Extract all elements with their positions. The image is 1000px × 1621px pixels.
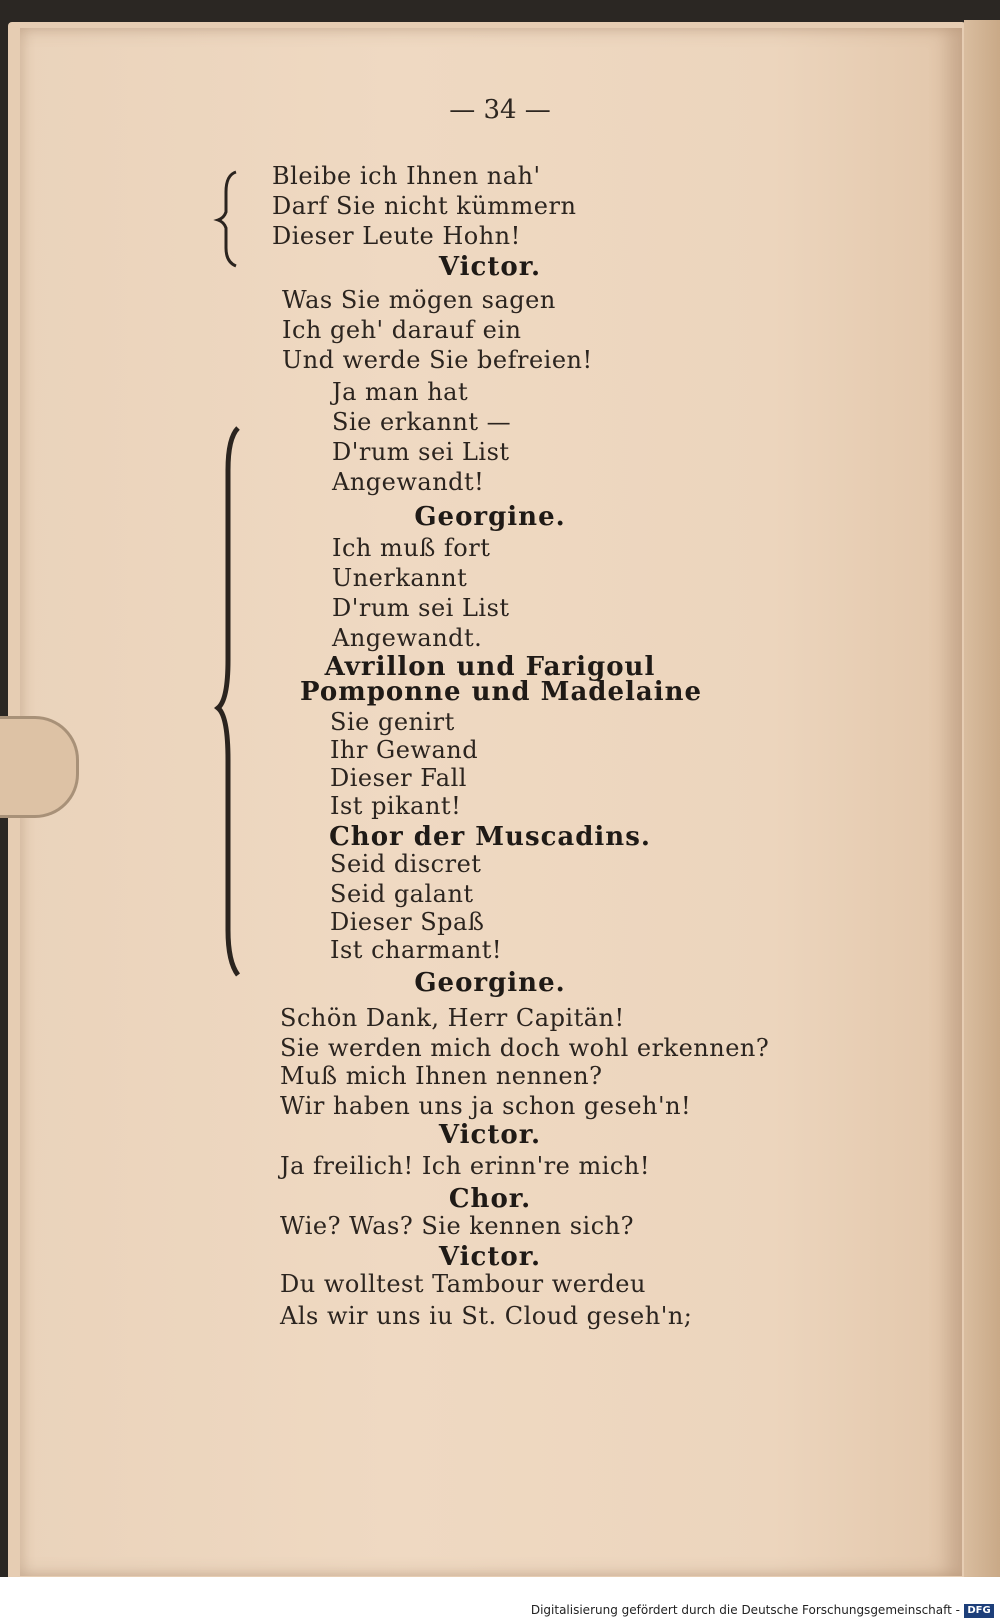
verse-line: Ist pikant! <box>330 792 462 820</box>
page-number: — 34 — <box>449 95 551 125</box>
verse-line: Was Sie mögen sagen <box>282 286 556 314</box>
speaker-heading: Victor. <box>438 1120 542 1150</box>
verse-line: Wie? Was? Sie kennen sich? <box>280 1212 634 1240</box>
speaker-heading: Georgine. <box>414 502 566 532</box>
verse-line: Ich geh' darauf ein <box>282 316 522 344</box>
verse-line: Darf Sie nicht kümmern <box>272 192 577 220</box>
speaker-heading: Chor der Muscadins. <box>329 822 651 852</box>
speaker-heading: Victor. <box>438 252 542 282</box>
verse-line: Sie werden mich doch wohl erkennen? <box>280 1034 770 1062</box>
verse-line: Wir haben uns ja schon geseh'n! <box>280 1092 692 1120</box>
small-brace <box>218 172 236 266</box>
verse-line: Ihr Gewand <box>330 736 479 764</box>
speaker-heading: Chor. <box>448 1184 532 1214</box>
verse-line: Seid discret <box>330 850 482 878</box>
verse-line: Dieser Spaß <box>330 908 485 936</box>
verse-line: Ja man hat <box>332 378 469 406</box>
verse-line: Muß mich Ihnen nennen? <box>280 1062 603 1090</box>
verse-line: Dieser Fall <box>330 764 467 792</box>
speaker-heading: Victor. <box>438 1242 542 1272</box>
verse-line: Ist charmant! <box>330 936 503 964</box>
speaker-heading: Avrillon und Farigoul <box>324 652 656 682</box>
verse-line: Sie genirt <box>330 708 455 736</box>
speaker-heading: Georgine. <box>414 968 566 998</box>
dfg-logo: DFG <box>964 1604 994 1618</box>
verse-line: Sie erkannt — <box>332 408 512 436</box>
verse-line: Als wir uns iu St. Cloud geseh'n; <box>280 1302 693 1330</box>
verse-line: Angewandt! <box>332 468 485 496</box>
footer-bar <box>0 1577 1000 1621</box>
verse-line: Ja freilich! Ich erinn're mich! <box>280 1152 650 1180</box>
verse-line: Und werde Sie befreien! <box>282 346 593 374</box>
large-brace <box>218 428 238 975</box>
verse-line: Seid galant <box>330 880 474 908</box>
verse-line: Ich muß fort <box>332 534 491 562</box>
verse-line: Angewandt. <box>332 624 483 652</box>
speaker-heading: Pomponne und Madelaine <box>300 677 703 707</box>
verse-line: Bleibe ich Ihnen nah' <box>272 162 541 190</box>
verse-line: Unerkannt <box>332 564 468 592</box>
footer-credit: Digitalisierung gefördert durch die Deutsche Forschungsgemeinschaft - <box>530 1603 960 1617</box>
verse-line: D'rum sei List <box>332 594 510 622</box>
verse-line: Du wolltest Tambour werdeu <box>280 1270 646 1298</box>
verse-line: D'rum sei List <box>332 438 510 466</box>
verse-line: Schön Dank, Herr Capitän! <box>280 1004 625 1032</box>
verse-line: Dieser Leute Hohn! <box>272 222 521 250</box>
